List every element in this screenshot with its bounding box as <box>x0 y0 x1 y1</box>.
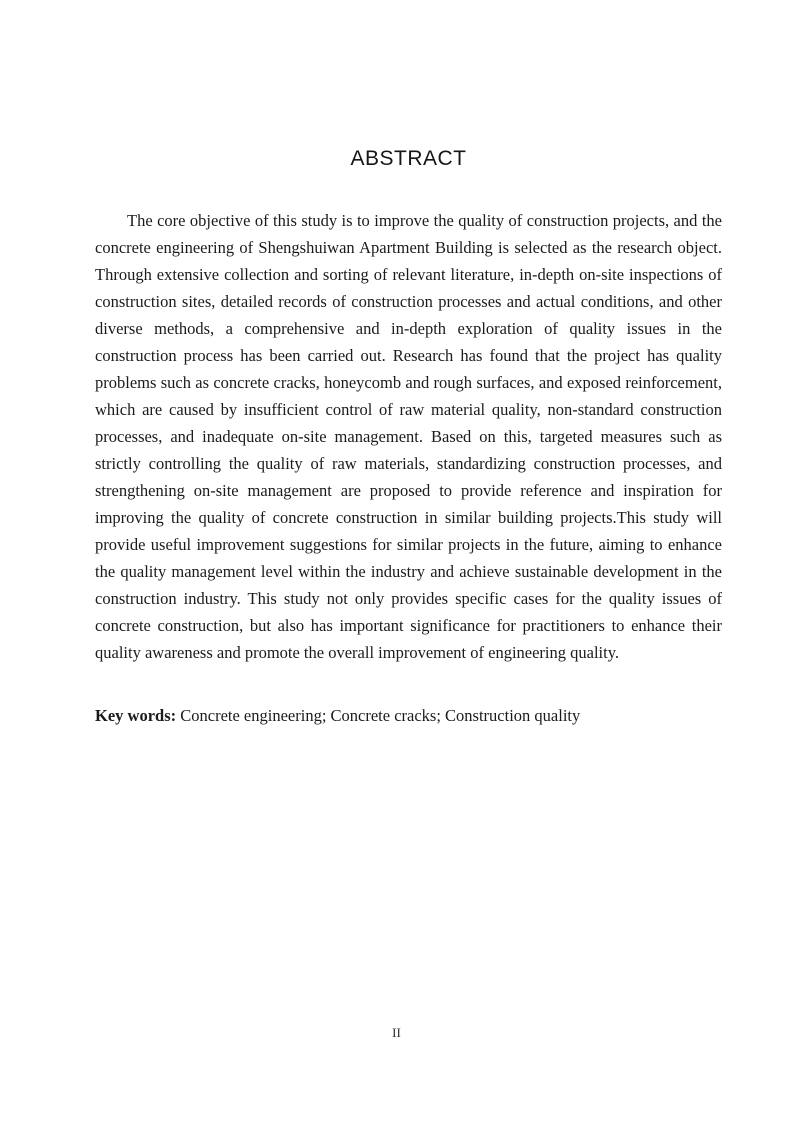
abstract-paragraph: The core objective of this study is to improve the quality of construction projects, and the concrete engineering of Shengshuiwan Apartment Building is selected as the research object. Through extensive collection and sorting of relevant literature, in-depth on-site inspections of construction sites, detailed records of construction processes and actual conditions, and other diverse methods, a comprehensive and in-depth exploration of quality issues in the construction process has been carried out. Research has found that the project has quality problems such as concrete cracks, honeycomb and rough surfaces, and exposed reinforcement, which are caused by insufficient control of raw material quality, non-standard construction processes, and inadequate on-site management. Based on this, targeted measures such as strictly controlling the quality of raw materials, standardizing construction processes, and strengthening on-site management are proposed to provide reference and inspiration for improving the quality of concrete construction in similar building projects.This study will provide useful improvement suggestions for similar projects in the future, aiming to enhance the quality management level within the industry and achieve sustainable development in the construction industry. This study not only provides specific cases for the quality issues of concrete construction, but also has important significance for practitioners to enhance their quality awareness and promote the overall improvement of engineering quality. <box>95 211 722 662</box>
page-number: II <box>392 1025 401 1040</box>
abstract-title: ABSTRACT <box>350 147 467 170</box>
abstract-section <box>95 147 722 729</box>
keywords-text: Concrete engineering; Concrete cracks; Construction quality <box>180 706 581 725</box>
keywords-label: Key words: <box>95 706 177 725</box>
keywords-line <box>95 702 722 729</box>
